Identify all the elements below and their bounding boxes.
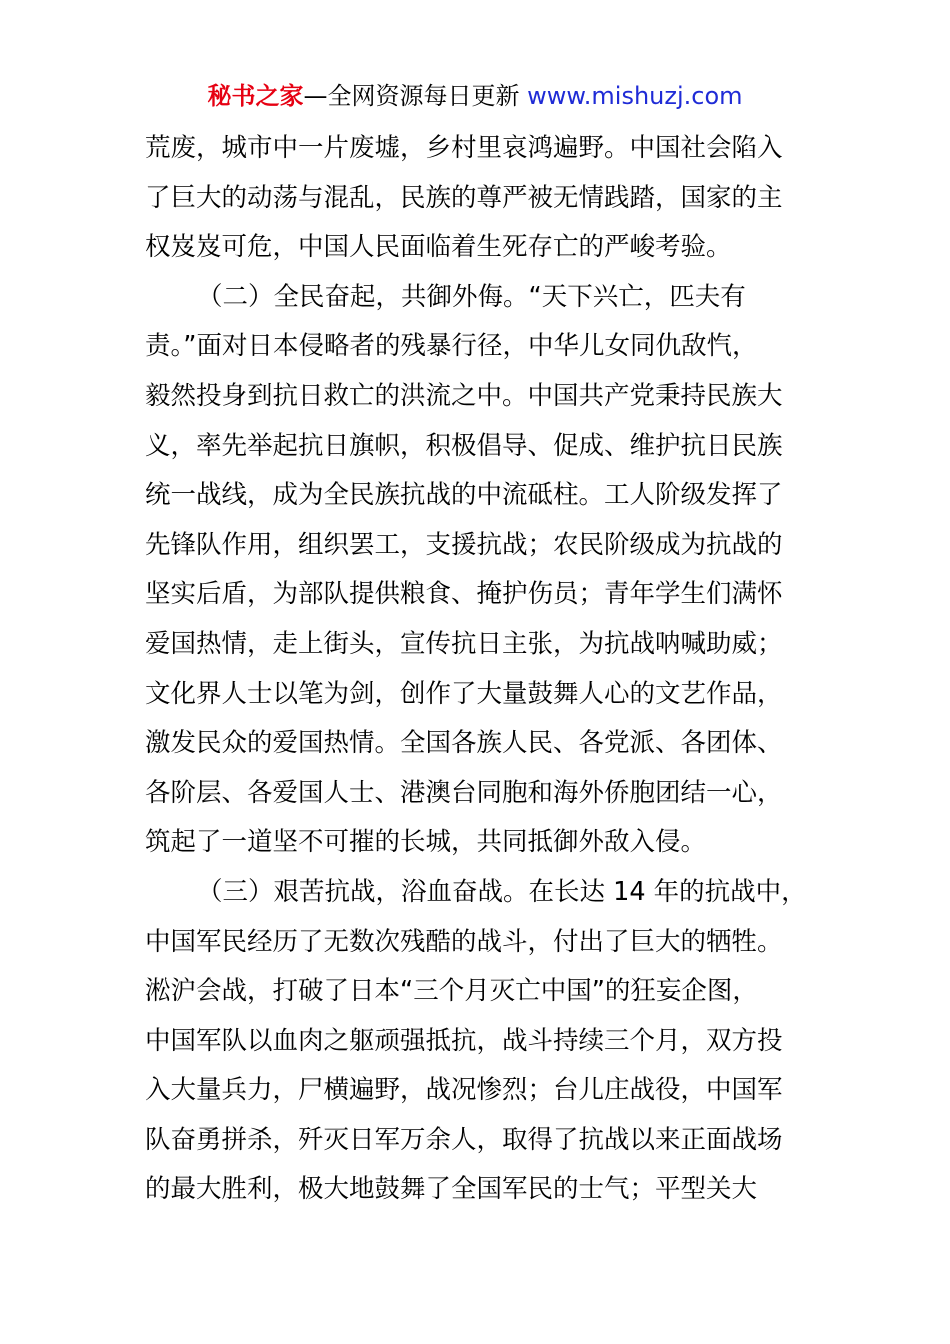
body-line: 中国军民经历了无数次残酷的战斗，付出了巨大的牺牲。 xyxy=(145,926,783,957)
document-body xyxy=(145,124,809,1215)
header-url-link[interactable]: www.mishuzj.com xyxy=(527,82,743,110)
body-line: 各阶层、各爱国人士、港澳台同胞和海外侨胞团结一心， xyxy=(145,777,783,808)
body-line: 毅然投身到抗日救亡的洪流之中。中国共产党秉持民族大 xyxy=(145,380,783,411)
header-slogan: —全网资源每日更新 xyxy=(303,82,520,110)
page-header xyxy=(0,80,950,112)
section-heading-line: （二）全民奋起，共御外侮。“天下兴亡，匹夫有 xyxy=(197,281,746,312)
body-line: 权岌岌可危，中国人民面临着生死存亡的严峻考验。 xyxy=(145,232,732,263)
body-line: 入大量兵力，尸横遍野，战况惨烈；台儿庄战役，中国军 xyxy=(145,1075,783,1106)
body-line: 的最大胜利，极大地鼓舞了全国军民的士气；平型关大 xyxy=(145,1174,758,1205)
header-brand: 秘书之家 xyxy=(207,82,304,110)
body-line: 责。”面对日本侵略者的残暴行径，中华儿女同仇敌忾， xyxy=(145,331,758,362)
body-line: 爱国热情，走上街头，宣传抗日主张，为抗战呐喊助威； xyxy=(145,628,783,659)
body-line: 坚实后盾，为部队提供粮食、掩护伤员；青年学生们满怀 xyxy=(145,579,783,610)
body-line: 统一战线，成为全民族抗战的中流砥柱。工人阶级发挥了 xyxy=(145,480,783,511)
body-line: 队奋勇拼杀，歼灭日军万余人，取得了抗战以来正面战场 xyxy=(145,1124,783,1155)
body-line: 义，率先举起抗日旗帜，积极倡导、促成、维护抗日民族 xyxy=(145,430,783,461)
section-heading-line: （三）艰苦抗战，浴血奋战。在长达 14 年的抗战中， xyxy=(197,876,807,907)
body-line: 中国军队以血肉之躯顽强抵抗，战斗持续三个月，双方投 xyxy=(145,1025,783,1056)
body-line: 了巨大的动荡与混乱，民族的尊严被无情践踏，国家的主 xyxy=(145,182,783,213)
body-line: 激发民众的爱国热情。全国各族人民、各党派、各团体、 xyxy=(145,728,783,759)
body-line: 筑起了一道坚不可摧的长城，共同抵御外敌入侵。 xyxy=(145,827,707,858)
body-line: 文化界人士以笔为剑，创作了大量鼓舞人心的文艺作品， xyxy=(145,678,783,709)
body-line: 淞沪会战，打破了日本“三个月灭亡中国”的狂妄企图， xyxy=(145,976,758,1007)
body-line: 先锋队作用，组织罢工，支援抗战；农民阶级成为抗战的 xyxy=(145,529,783,560)
body-line: 荒废，城市中一片废墟，乡村里哀鸿遍野。中国社会陷入 xyxy=(145,133,783,163)
